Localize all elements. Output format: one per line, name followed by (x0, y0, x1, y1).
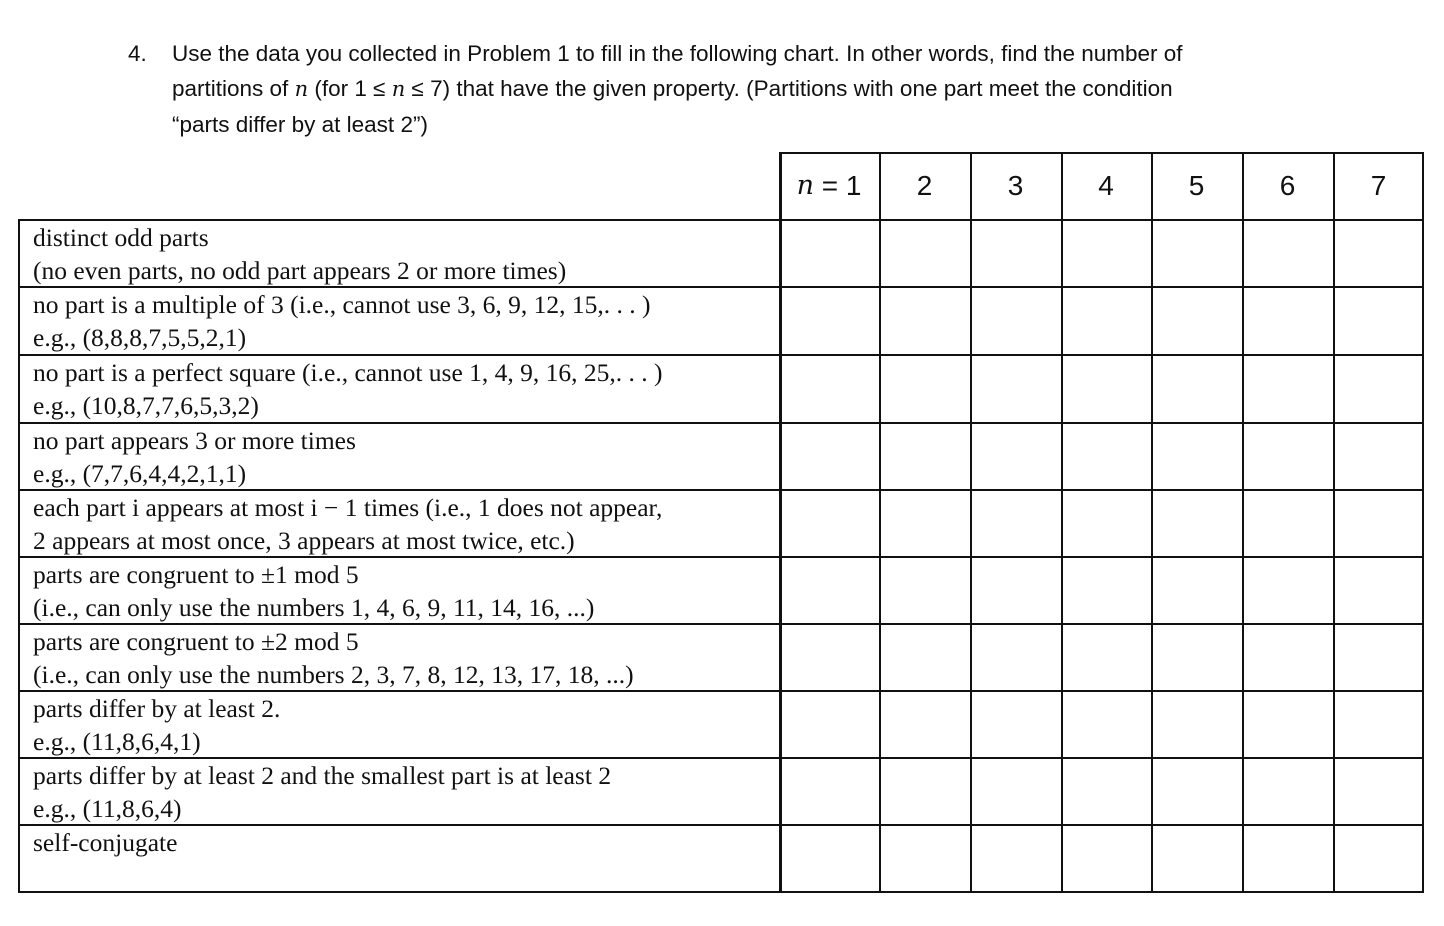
row-label (18, 690, 779, 757)
row-divider (18, 354, 1424, 356)
answer-cell[interactable] (1151, 623, 1242, 690)
answer-cell[interactable] (1151, 354, 1242, 422)
answer-cell[interactable] (779, 556, 879, 623)
header-value: 5 (1188, 169, 1205, 201)
answer-cell[interactable] (970, 286, 1061, 354)
row-divider (18, 623, 1424, 625)
row-label-line-1: distinct odd parts (33, 223, 209, 252)
answer-cell[interactable] (1061, 286, 1151, 354)
answer-cell[interactable] (1242, 489, 1333, 556)
row-label-line-1: parts differ by at least 2. (33, 694, 281, 723)
row-label (18, 623, 779, 690)
answer-cell[interactable] (779, 623, 879, 690)
answer-cell[interactable] (1151, 219, 1242, 286)
answer-cell[interactable] (1151, 757, 1242, 824)
row-label-line-1: no part is a multiple of 3 (i.e., cannot use 3, 6, 9, 12, 15,. . . ) (33, 290, 651, 319)
row-divider (18, 824, 1424, 826)
answer-cell[interactable] (879, 824, 970, 891)
row-label-line-1: parts differ by at least 2 and the smallest part is at least 2 (33, 761, 612, 790)
answer-cell[interactable] (1061, 354, 1151, 422)
answer-cell[interactable] (1242, 354, 1333, 422)
row-label-line-1: self-conjugate (33, 828, 178, 857)
answer-cell[interactable] (970, 219, 1061, 286)
row-label-line-1: no part appears 3 or more times (33, 426, 356, 455)
answer-cell[interactable] (779, 422, 879, 489)
answer-cell[interactable] (1061, 556, 1151, 623)
answer-cell[interactable] (1242, 556, 1333, 623)
column-divider (1422, 152, 1424, 893)
problem-line-2 (172, 71, 1357, 107)
answer-cell[interactable] (1333, 422, 1424, 489)
row-label-line-2: e.g., (11,8,6,4) (33, 794, 182, 823)
answer-cell[interactable] (1061, 623, 1151, 690)
answer-cell[interactable] (1151, 556, 1242, 623)
column-header (1151, 152, 1242, 219)
row-label (18, 354, 779, 422)
answer-cell[interactable] (1333, 690, 1424, 757)
row-label (18, 824, 779, 891)
answer-cell[interactable] (1151, 489, 1242, 556)
header-first-value: = 1 (813, 169, 862, 201)
answer-cell[interactable] (1333, 354, 1424, 422)
answer-cell[interactable] (1242, 757, 1333, 824)
column-divider (1151, 152, 1153, 893)
left-border (18, 219, 20, 893)
problem-line-2-end: ≤ 7) that have the given property. (Partitions with one part meet the condition (405, 76, 1173, 101)
answer-cell[interactable] (1151, 286, 1242, 354)
answer-cell[interactable] (1333, 757, 1424, 824)
row-label-line-2: e.g., (11,8,6,4,1) (33, 727, 201, 756)
row-label-line-2: e.g., (8,8,8,7,5,5,2,1) (33, 323, 247, 352)
row-label (18, 556, 779, 623)
answer-cell[interactable] (779, 219, 879, 286)
answer-cell[interactable] (1242, 690, 1333, 757)
answer-cell[interactable] (1333, 824, 1424, 891)
answer-cell[interactable] (779, 489, 879, 556)
answer-cell[interactable] (1151, 422, 1242, 489)
answer-cell[interactable] (1333, 623, 1424, 690)
column-divider (1061, 152, 1063, 893)
column-header (970, 152, 1061, 219)
answer-cell[interactable] (1242, 422, 1333, 489)
column-header (779, 152, 879, 219)
answer-cell[interactable] (1061, 489, 1151, 556)
math-n: n (391, 77, 406, 101)
row-divider (18, 891, 1424, 893)
answer-cell[interactable] (779, 354, 879, 422)
answer-cell[interactable] (779, 824, 879, 891)
header-value: 3 (1007, 169, 1024, 201)
row-label-line-2: e.g., (10,8,7,7,6,5,3,2) (33, 391, 259, 420)
math-n: n (294, 77, 309, 101)
answer-cell[interactable] (879, 489, 970, 556)
column-header (879, 152, 970, 219)
row-label (18, 757, 779, 824)
answer-cell[interactable] (1333, 489, 1424, 556)
problem-number: 4. (128, 41, 147, 66)
row-divider (18, 757, 1424, 759)
row-divider (18, 489, 1424, 491)
answer-cell[interactable] (879, 623, 970, 690)
problem-line-1: Use the data you collected in Problem 1 to fill in the following chart. In other words, find the number of (172, 41, 1183, 66)
row-label-line-1: no part is a perfect square (i.e., cannot use 1, 4, 9, 16, 25,. . . ) (33, 358, 663, 387)
row-label (18, 422, 779, 489)
answer-cell[interactable] (1061, 824, 1151, 891)
answer-cell[interactable] (1061, 422, 1151, 489)
problem-text (172, 36, 1357, 142)
answer-cell[interactable] (970, 623, 1061, 690)
column-divider (779, 152, 782, 893)
answer-cell[interactable] (879, 556, 970, 623)
answer-cell[interactable] (970, 556, 1061, 623)
column-divider (1242, 152, 1244, 893)
column-divider (879, 152, 881, 893)
row-label (18, 489, 779, 556)
answer-cell[interactable] (1333, 219, 1424, 286)
answer-cell[interactable] (1242, 623, 1333, 690)
row-label-line-2: (no even parts, no odd part appears 2 or more times) (33, 256, 567, 285)
answer-cell[interactable] (879, 422, 970, 489)
row-divider (18, 422, 1424, 424)
column-header (1242, 152, 1333, 219)
header-value: 4 (1098, 169, 1114, 201)
answer-cell[interactable] (779, 757, 879, 824)
column-divider (1333, 152, 1335, 893)
header-value: 7 (1370, 169, 1387, 201)
row-label-line-2: (i.e., can only use the numbers 2, 3, 7, 8, 12, 13, 17, 18, ...) (33, 660, 634, 689)
answer-cell[interactable] (1151, 824, 1242, 891)
answer-cell[interactable] (970, 354, 1061, 422)
answer-cell[interactable] (970, 489, 1061, 556)
answer-cell[interactable] (970, 690, 1061, 757)
row-label-line-1: each part i appears at most i − 1 times (i.e., 1 does not appear, (33, 493, 663, 522)
answer-cell[interactable] (1242, 286, 1333, 354)
answer-cell[interactable] (1242, 219, 1333, 286)
answer-cell[interactable] (970, 422, 1061, 489)
problem-line-2-start: partitions of (172, 76, 295, 101)
row-divider (18, 219, 1424, 221)
row-label-line-1: parts are congruent to ±1 mod 5 (33, 560, 359, 589)
header-top-border (779, 152, 1424, 154)
row-label-line-2: 2 appears at most once, 3 appears at most twice, etc.) (33, 526, 575, 555)
answer-cell[interactable] (1151, 690, 1242, 757)
row-divider (18, 690, 1424, 692)
answer-cell[interactable] (779, 690, 879, 757)
row-label (18, 219, 779, 286)
row-divider (18, 556, 1424, 558)
header-value: 6 (1279, 169, 1296, 201)
answer-cell[interactable] (1061, 690, 1151, 757)
row-label-line-2: (i.e., can only use the numbers 1, 4, 6, 9, 11, 14, 16, ...) (33, 593, 595, 622)
answer-cell[interactable] (779, 286, 879, 354)
column-divider (970, 152, 972, 893)
answer-cell[interactable] (879, 286, 970, 354)
answer-cell[interactable] (879, 690, 970, 757)
column-header (1061, 152, 1151, 219)
answer-cell[interactable] (879, 757, 970, 824)
answer-cell[interactable] (1061, 219, 1151, 286)
answer-cell[interactable] (1061, 757, 1151, 824)
row-label-line-2: e.g., (7,7,6,4,4,2,1,1) (33, 459, 247, 488)
column-header (1333, 152, 1424, 219)
math-n: n (796, 170, 814, 201)
header-value: 2 (916, 169, 933, 201)
partition-chart (18, 152, 1424, 893)
row-divider (18, 286, 1424, 288)
answer-cell[interactable] (1242, 824, 1333, 891)
problem-line-3: “parts differ by at least 2”) (172, 112, 428, 137)
answer-cell[interactable] (879, 354, 970, 422)
row-label (18, 286, 779, 354)
row-label-line-1: parts are congruent to ±2 mod 5 (33, 627, 359, 656)
answer-cell[interactable] (1333, 556, 1424, 623)
answer-cell[interactable] (1333, 286, 1424, 354)
answer-cell[interactable] (970, 757, 1061, 824)
problem-line-2-for: (for 1 ≤ (308, 76, 392, 101)
answer-cell[interactable] (879, 219, 970, 286)
answer-cell[interactable] (970, 824, 1061, 891)
